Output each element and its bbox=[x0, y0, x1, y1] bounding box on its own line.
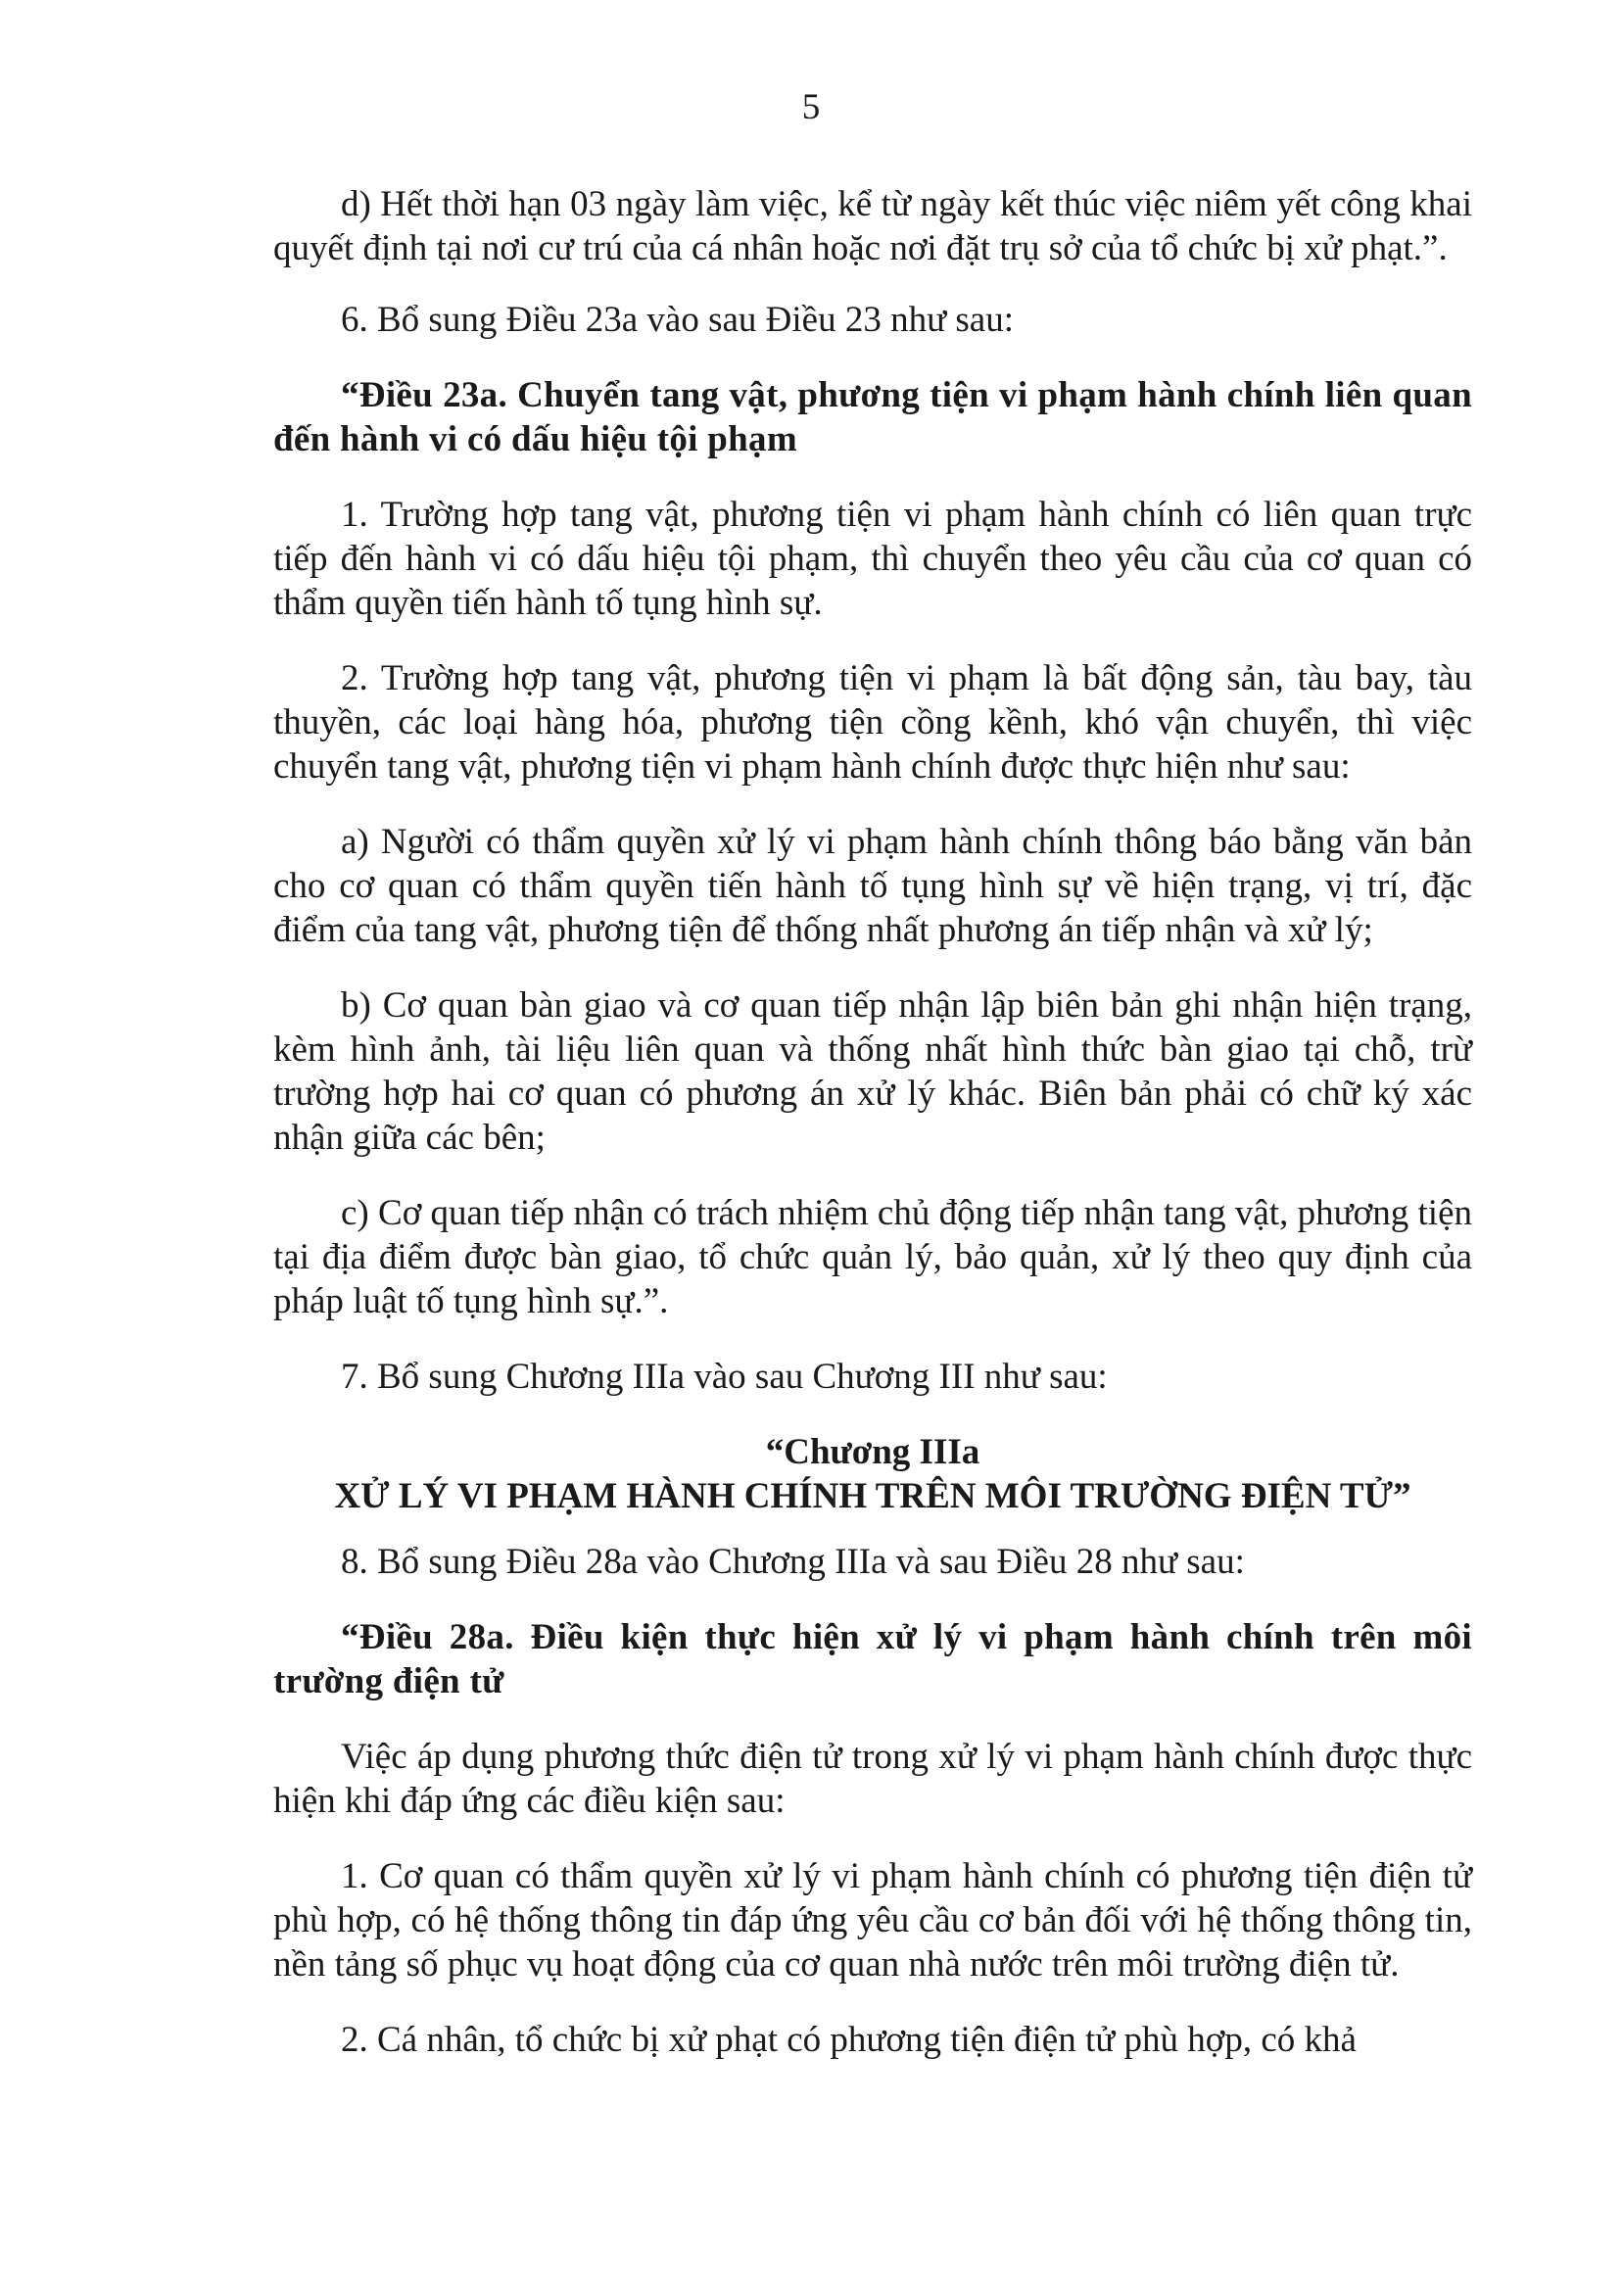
article-28a-heading: “Điều 28a. Điều kiện thực hiện xử lý vi phạm hành chính trên môi trường điện tử bbox=[273, 1617, 1472, 1701]
paragraph-amendment-6: 6. Bổ sung Điều 23a vào sau Điều 23 như sau: bbox=[341, 300, 1014, 340]
paragraph-amendment-8: 8. Bổ sung Điều 28a vào Chương IIIa và sau Điều 28 như sau: bbox=[341, 1542, 1245, 1582]
paragraph-clause-d: d) Hết thời hạn 03 ngày làm việc, kể từ ngày kết thúc việc niêm yết công khai quyết định tại nơi cư trú của cá nhân hoặc nơi đặt trụ sở của tổ chức bị xử phạt.”. bbox=[273, 184, 1472, 268]
article-23a-heading: “Điều 23a. Chuyển tang vật, phương tiện vi phạm hành chính liên quan đến hành vi có dấu hiệu tội phạm bbox=[273, 375, 1472, 459]
document-body bbox=[273, 182, 1472, 2093]
paragraph-23a-clause-2: 2. Trường hợp tang vật, phương tiện vi phạm là bất động sản, tàu bay, tàu thuyền, các loại hàng hóa, phương tiện cồng kềnh, khó vận chuyển, thì việc chuyển tang vật, phương tiện vi phạm hành chính được thực hiện như sau: bbox=[273, 658, 1472, 787]
paragraph-23a-point-a: a) Người có thẩm quyền xử lý vi phạm hành chính thông báo bằng văn bản cho cơ quan có thẩm quyền tiến hành tố tụng hình sự về hiện trạng, vị trí, đặc điểm của tang vật, phương tiện để thống nhất phương án tiếp nhận và xử lý; bbox=[273, 822, 1472, 950]
chapter-subtitle: XỬ LÝ VI PHẠM HÀNH CHÍNH TRÊN MÔI TRƯỜNG ĐIỆN TỬ” bbox=[334, 1476, 1411, 1516]
paragraph-28a-intro: Việc áp dụng phương thức điện tử trong xử lý vi phạm hành chính được thực hiện khi đáp ứng các điều kiện sau: bbox=[273, 1737, 1472, 1821]
paragraph-23a-point-b: b) Cơ quan bàn giao và cơ quan tiếp nhận lập biên bản ghi nhận hiện trạng, kèm hình ảnh, tài liệu liên quan và thống nhất hình thức bàn giao tại chỗ, trừ trường hợp hai cơ quan có phương án xử lý khác. Biên bản phải có chữ ký xác nhận giữa các bên; bbox=[273, 985, 1472, 1158]
paragraph-23a-point-c: c) Cơ quan tiếp nhận có trách nhiệm chủ động tiếp nhận tang vật, phương tiện tại địa điểm được bàn giao, tổ chức quản lý, bảo quản, xử lý theo quy định của pháp luật tố tụng hình sự.”. bbox=[273, 1193, 1472, 1321]
paragraph-28a-clause-1: 1. Cơ quan có thẩm quyền xử lý vi phạm hành chính có phương tiện điện tử phù hợp, có hệ thống thông tin đáp ứng yêu cầu cơ bản đối với hệ thống thông tin, nền tảng số phục vụ hoạt động của cơ quan nhà nước trên môi trường điện tử. bbox=[273, 1856, 1472, 1985]
paragraph-amendment-7: 7. Bổ sung Chương IIIa vào sau Chương III như sau: bbox=[341, 1357, 1108, 1397]
page-number: 5 bbox=[801, 87, 821, 127]
chapter-heading bbox=[273, 1430, 1472, 1518]
chapter-title: “Chương IIIa bbox=[765, 1432, 980, 1472]
paragraph-23a-clause-1: 1. Trường hợp tang vật, phương tiện vi phạm hành chính có liên quan trực tiếp đến hành vi có dấu hiệu tội phạm, thì chuyển theo yêu cầu của cơ quan có thẩm quyền tiến hành tố tụng hình sự. bbox=[273, 495, 1472, 623]
paragraph-28a-clause-2: 2. Cá nhân, tổ chức bị xử phạt có phương tiện điện tử phù hợp, có khả bbox=[341, 2020, 1357, 2060]
